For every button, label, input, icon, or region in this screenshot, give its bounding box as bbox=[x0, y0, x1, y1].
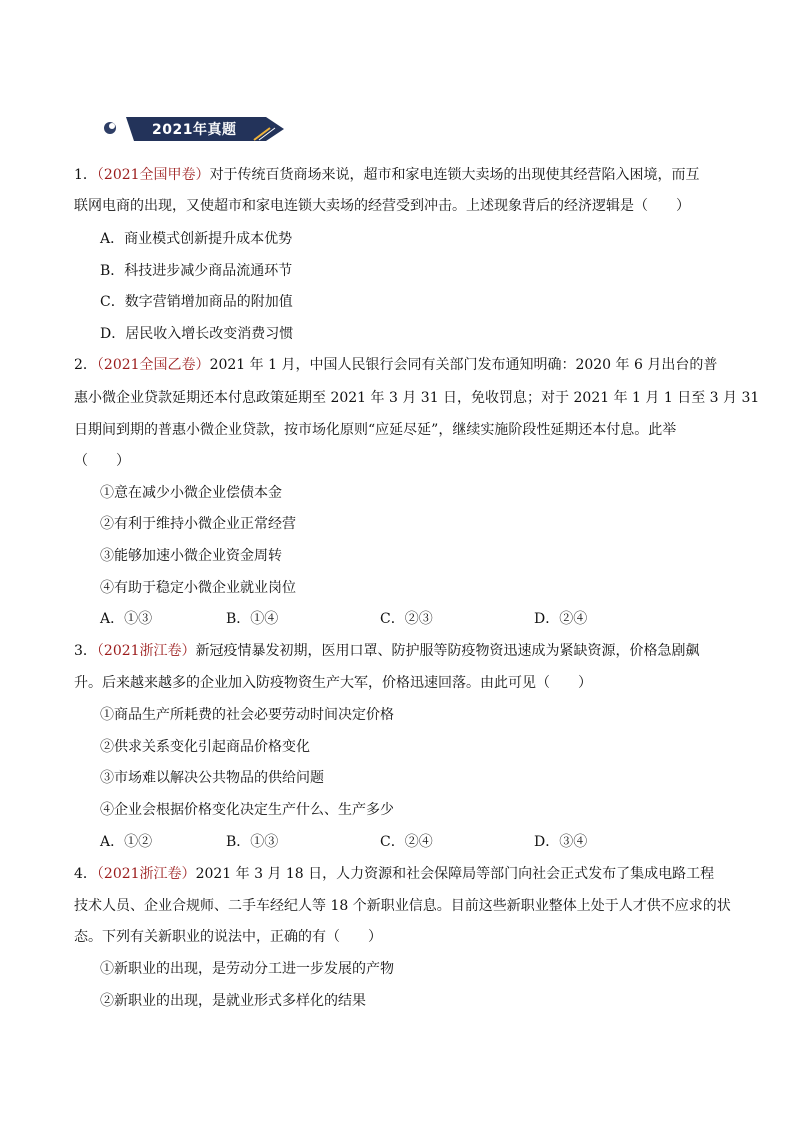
q2-stem-3: 日期间到期的普惠小微企业贷款，按市场化原则“应延尽延”，继续实施阶段性延期还本付息。此举 bbox=[74, 422, 677, 438]
q3-stem-2: 升。后来越来越多的企业加入防疫物资生产大军，价格迅速回落。由此可见（ ） bbox=[74, 675, 592, 691]
q2-option-d: D．②④ bbox=[534, 611, 588, 627]
q4-statement-1: ①新职业的出现，是劳动分工进一步发展的产物 bbox=[100, 961, 394, 977]
q1-option-b: B．科技进步减少商品流通环节 bbox=[100, 263, 293, 279]
q3-statement-2: ②供求关系变化引起商品价格变化 bbox=[100, 739, 310, 755]
q3-source: （2021浙江卷） bbox=[96, 643, 196, 659]
q2-number: 2． bbox=[74, 357, 97, 373]
q4-source: （2021浙江卷） bbox=[96, 866, 196, 882]
q2-statement-1: ①意在减少小微企业偿债本金 bbox=[100, 485, 282, 501]
q2-stem-4: （ ） bbox=[74, 453, 130, 469]
q2-stem-1: 2021 年 1 月，中国人民银行会同有关部门发布通知明确：2020 年 6 月出台的普 bbox=[209, 357, 718, 373]
q4-stem-2: 技术人员、企业合规师、二手车经纪人等 18 个新职业信息。目前这些新职业整体上处于人才供不应求的状 bbox=[74, 898, 731, 914]
q4-number: 4． bbox=[74, 866, 97, 882]
q2-line1 bbox=[74, 355, 718, 375]
q2-statement-4: ④有助于稳定小微企业就业岗位 bbox=[100, 580, 296, 596]
q3-stem-1: 新冠疫情暴发初期，医用口罩、防护服等防疫物资迅速成为紧缺资源，价格急剧飙 bbox=[195, 643, 700, 659]
q3-option-d: D．③④ bbox=[534, 834, 588, 850]
q2-stem-2: 惠小微企业贷款延期还本付息政策延期至 2021 年 3 月 31 日，免收罚息；对于 2021 年 1 月 1 日至 3 月 31 bbox=[74, 390, 760, 406]
q3-number: 3． bbox=[74, 643, 97, 659]
q1-line1 bbox=[74, 165, 718, 185]
q3-option-a: A．①② bbox=[100, 834, 153, 850]
q3-option-c: C．②④ bbox=[380, 834, 433, 850]
q3-option-b: B．①③ bbox=[226, 834, 279, 850]
q3-line1 bbox=[74, 641, 718, 661]
q1-option-c: C．数字营销增加商品的附加值 bbox=[100, 294, 293, 310]
q4-stem-3: 态。下列有关新职业的说法中，正确的有（ ） bbox=[74, 929, 382, 945]
q1-source: （2021全国甲卷） bbox=[96, 167, 210, 183]
q4-stem-1: 2021 年 3 月 18 日，人力资源和社会保障局等部门向社会正式发布了集成电路工程 bbox=[195, 866, 715, 882]
q1-stem-2: 联网电商的出现，又使超市和家电连锁大卖场的经营受到冲击。上述现象背后的经济逻辑是（ ） bbox=[74, 198, 690, 214]
q2-statement-2: ②有利于维持小微企业正常经营 bbox=[100, 516, 296, 532]
q1-option-a: A．商业模式创新提升成本优势 bbox=[100, 231, 293, 247]
q1-option-d: D．居民收入增长改变消费习惯 bbox=[100, 326, 294, 342]
q2-option-c: C．②③ bbox=[380, 611, 433, 627]
q2-option-a: A．①③ bbox=[100, 611, 153, 627]
q4-line1 bbox=[74, 864, 718, 884]
q2-option-b: B．①④ bbox=[226, 611, 279, 627]
q1-stem-1: 对于传统百货商场来说，超市和家电连锁大卖场的出现使其经营陷入困境，而互 bbox=[209, 167, 700, 183]
q3-statement-4: ④企业会根据价格变化决定生产什么、生产多少 bbox=[100, 802, 394, 818]
q2-statement-3: ③能够加速小微企业资金周转 bbox=[100, 548, 282, 564]
q1-number: 1． bbox=[74, 167, 97, 183]
q3-statement-1: ①商品生产所耗费的社会必要劳动时间决定价格 bbox=[100, 707, 394, 723]
q3-statement-3: ③市场难以解决公共物品的供给问题 bbox=[100, 770, 324, 786]
q2-source: （2021全国乙卷） bbox=[96, 357, 210, 373]
q4-statement-2: ②新职业的出现，是就业形式多样化的结果 bbox=[100, 993, 366, 1009]
section-banner bbox=[104, 114, 286, 144]
banner-title: 2021年真题 bbox=[152, 122, 237, 138]
